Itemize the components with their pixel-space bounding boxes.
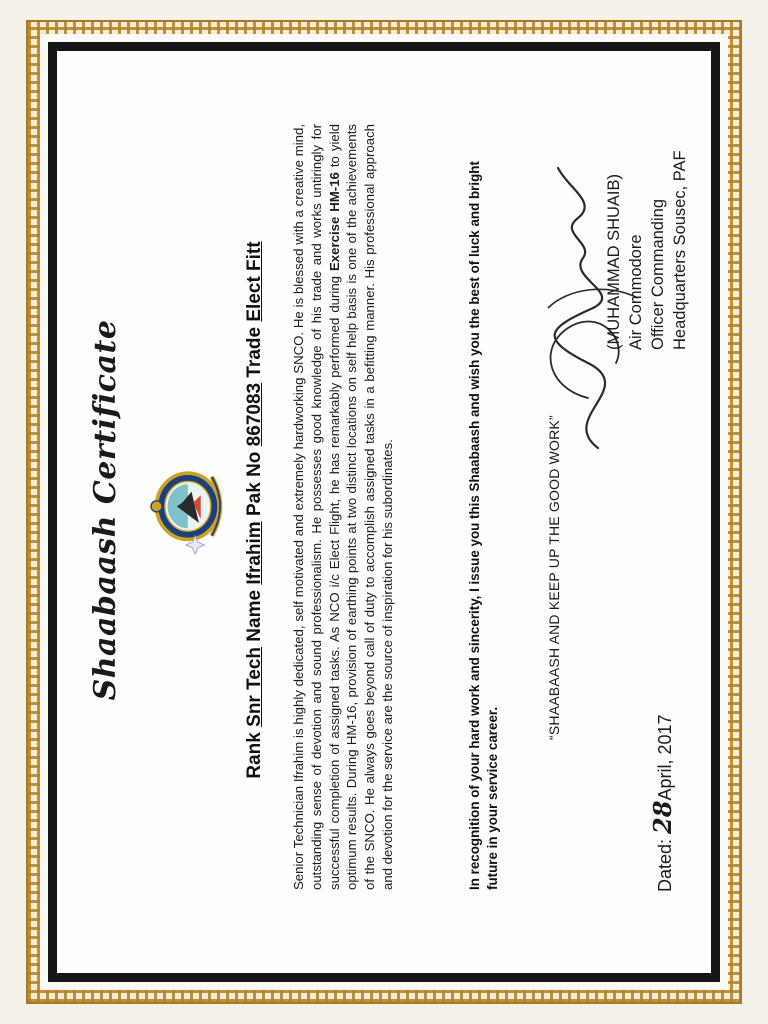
rank-value: Snr Tech [244, 646, 265, 727]
date-line [648, 714, 677, 892]
citation-text [290, 124, 397, 890]
recipient-heading [244, 52, 266, 968]
name-label: Name [244, 589, 265, 642]
certificate-panel [48, 42, 720, 982]
pak-value: 867083 [244, 382, 265, 447]
border-inner-margin [40, 34, 728, 990]
officer-name: (MUHAMMAD SHUAIB) [605, 174, 623, 350]
decorative-border [26, 20, 742, 1004]
pak-label: Pak No [244, 451, 265, 517]
trade-label: Trade [244, 326, 265, 378]
officer-designation: Officer Commanding [649, 198, 667, 350]
certificate-title: Shaabaash Certificate [88, 319, 123, 701]
date-month-year: April, 2017 [655, 714, 675, 801]
emblem-icon [140, 464, 232, 556]
date-label: Dated: [655, 838, 675, 892]
slogan-text: “SHAABAASH AND KEEP UP THE GOOD WORK” [546, 415, 562, 740]
officer-block [603, 150, 691, 350]
officer-unit: Headquarters Sousec, PAF [671, 150, 689, 350]
rank-label: Rank [244, 732, 265, 779]
date-day: 28 [648, 800, 677, 834]
trade-value: Elect Fitt [244, 241, 265, 322]
citation-part-1: Senior Technician Ifrahim is highly dedicated, self motivated and extremely hardworking SNCO. He is blessed with a creative mind, outstanding sense of devotion and sound professionalism. He possesses good knowledge of his trade and works untiringly for successful completion of assigned tasks. As NCO i/c Elect Flight, he has remarkably performed during [291, 124, 342, 890]
recognition-text: In recognition of your hard work and sincerity, I issue you this Shaabaash and wish you the best of luck and bright future in your service career. [467, 161, 500, 890]
name-value: Ifrahim [244, 521, 265, 585]
officer-rank: Air Commodore [627, 234, 645, 350]
citation-bold: Exercise HM-16 [326, 172, 342, 271]
citation-part-2: to yield optimum results. During HM-16, provision of earthing points at two distinct locations on self help basis is one of the achievements of the SNCO. He always goes beyond call of duty to accomplish assigned tasks in a befitting manner. His professional approach and devotion for the service are the source of inspiration for his subordinates. [326, 124, 395, 890]
certificate-content [58, 52, 698, 968]
